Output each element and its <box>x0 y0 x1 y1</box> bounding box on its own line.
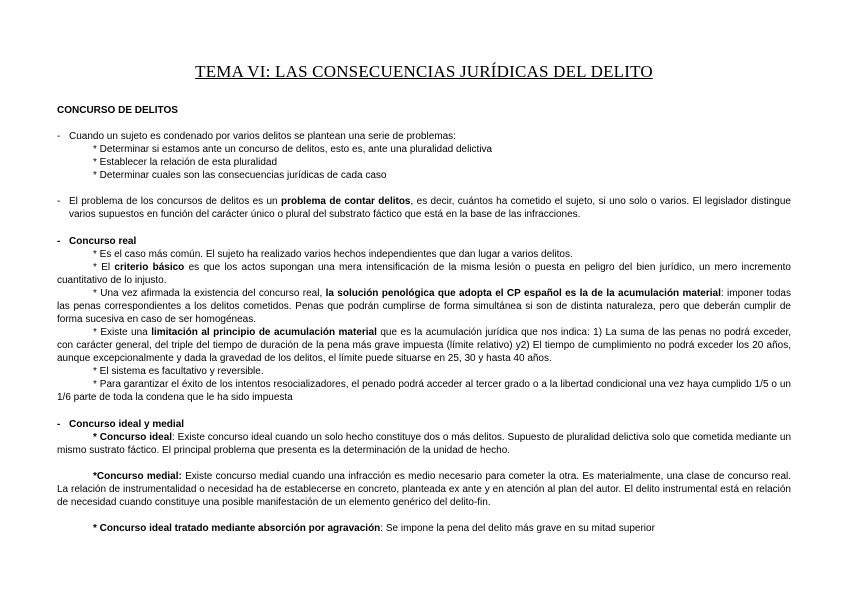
concurso-ideal-heading <box>57 418 791 431</box>
real-dash: - <box>57 236 61 247</box>
ideal-paragraph-1 <box>57 431 791 457</box>
ideal-p1-post: : Existe concurso ideal cuando un solo hecho constituye dos o más delitos. Supuesto de pluralidad delictiva solo que cometida mediante un mismo sustrato fáctico. El principal problema que presenta es la determinación de la unidad de hecho. <box>57 432 792 456</box>
concurso-real-section <box>57 235 791 404</box>
concurso-ideal-section <box>57 418 791 535</box>
real-p3-post: : imponer todas las penas correspondientes a los delitos cometidos. Penas que podrán cumplirse de forma simultánea si son de distinta naturaleza, pero que deberán cumplir de forma sucesiva en caso de ser homogéneas. <box>57 288 791 325</box>
real-p4-pre: * Existe una <box>93 327 152 338</box>
intro-dash: - <box>57 131 61 142</box>
document-title: TEMA VI: LAS CONSECUENCIAS JURÍDICAS DEL DELITO <box>195 62 653 81</box>
concurso-real-heading <box>57 235 791 248</box>
ideal-p1-bold: * Concurso ideal <box>93 432 173 443</box>
ideal-dash: - <box>57 419 61 430</box>
ideal-p3-bold: * Concurso ideal tratado mediante absorción por agravación <box>93 523 381 534</box>
problem-dash: - <box>57 196 61 207</box>
real-p2-pre: * El <box>93 262 115 273</box>
section-heading: CONCURSO DE DELITOS <box>57 105 178 116</box>
problem-paragraph <box>57 195 791 221</box>
ideal-paragraph-2 <box>57 470 791 509</box>
real-p3-pre: * Una vez afirmada la existencia del concurso real, <box>93 288 326 299</box>
real-paragraph-3 <box>57 287 791 326</box>
ideal-p2-bold: *Concurso medial: <box>93 471 182 482</box>
intro-item: * Determinar cuales son las consecuencias jurídicas de cada caso <box>93 170 387 181</box>
intro-block <box>57 130 791 182</box>
problem-text-pre: El problema de los concursos de delitos es un <box>69 196 281 207</box>
real-heading-text: Concurso real <box>69 236 137 247</box>
real-paragraph-6: * Para garantizar el éxito de los intentos resocializadores, el penado podrá acceder al tercer grado o a la libertad condicional una vez haya cumplido 1/5 o un 1/6 parte de toda la condena que le ha sido impuesta <box>57 379 791 403</box>
intro-text: Cuando un sujeto es condenado por varios delitos se plantean una serie de problemas: <box>69 131 456 142</box>
intro-line <box>57 130 791 143</box>
intro-item: * Determinar si estamos ante un concurso de delitos, esto es, ante una pluralidad delictiva <box>93 144 493 155</box>
ideal-p2-post: Existe concurso medial cuando una infracción es medio necesario para cometer la otra. Es materialmente, una clase de concurso real. La relación de instrumentalidad o necesidad ha de establecerse en concreto, planteada ex ante y en atención al plan del autor. El delito instrumental está en relación de necesidad cuando constituye una posible manifestación de un elemento genérico del delito-fin. <box>57 471 791 508</box>
real-paragraph-4 <box>57 326 791 365</box>
real-paragraph-5: * El sistema es facultativo y reversible. <box>93 366 264 377</box>
ideal-heading-text: Concurso ideal y medial <box>69 419 185 430</box>
ideal-p3-post: : Se impone la pena del delito más grave en su mitad superior <box>380 523 655 534</box>
problem-text-bold: problema de contar delitos <box>280 196 411 207</box>
real-p2-post: es que los actos supongan una mera intensificación de la misma lesión o puesta en peligro del bien jurídico, un mero incremento cuantitativo de lo injusto. <box>57 262 791 286</box>
real-p3-bold: la solución penológica que adopta el CP español es la de la acumulación material <box>325 288 721 299</box>
real-paragraph-2 <box>57 261 791 287</box>
real-p4-bold: limitación al principio de acumulación material <box>151 327 377 338</box>
real-p2-bold: criterio básico <box>114 262 185 273</box>
real-p4-post: que es la acumulación jurídica que nos indica: 1) La suma de las penas no podrá exceder, con carácter general, del triple del tiempo de duración de la pena más grave impuesta (límite relativo) y2) El tiempo de cumplimiento no podrá exceder los 20 años, aunque excepcionalmente y dada la gravedad de los delitos, el límite puede situarse en 25, 30 y hasta 40 años. <box>57 327 791 364</box>
real-paragraph-1: * Es el caso más común. El sujeto ha realizado varios hechos independientes que dan lugar a varios delitos. <box>93 249 573 260</box>
ideal-paragraph-3 <box>57 522 791 535</box>
intro-item: * Establecer la relación de esta pluralidad <box>93 157 277 168</box>
problem-text-post: , es decir, cuántos ha cometido el sujeto, si uno solo o varios. El legislador distingue varios supuestos en función del carácter único o plural del substrato fáctico que está en la base de las infracciones. <box>69 196 791 220</box>
